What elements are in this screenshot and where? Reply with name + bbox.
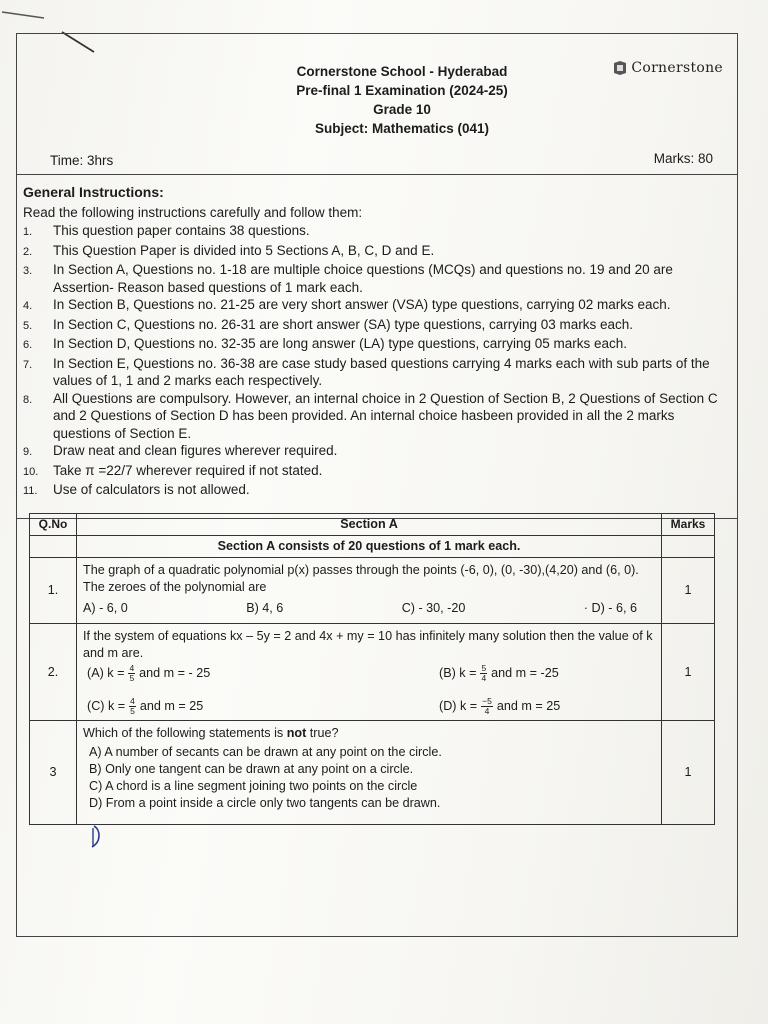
- option-d: · D) - 6, 6: [583, 601, 637, 615]
- question-marks: 1: [662, 624, 715, 721]
- instruction-text: In Section D, Questions no. 32-35 are long answer (LA) type questions, carrying 05 marks each.: [53, 336, 628, 351]
- instruction-item: [23, 390, 735, 443]
- option-a: [83, 664, 369, 683]
- instruction-item: [23, 481, 735, 501]
- question-text-before: Which of the following statements is: [83, 726, 287, 740]
- option-label: (C) k =: [87, 699, 126, 713]
- option-rest: and m = 25: [139, 699, 204, 713]
- question-table: [29, 513, 715, 825]
- school-name: Cornerstone School - Hyderabad: [296, 64, 508, 79]
- instructions-title: General Instructions:: [23, 184, 164, 200]
- question-body: [77, 558, 662, 624]
- empty-cell: [662, 536, 715, 558]
- instruction-item: [23, 462, 735, 482]
- question-text: If the system of equations kx – 5y = 2 and 4x + my = 10 has infinitely many solution then the value of k and m are.: [83, 629, 653, 660]
- instruction-text: This Question Paper is divided into 5 Sections A, B, C, D and E.: [53, 242, 435, 258]
- general-instructions: [23, 184, 735, 501]
- school-logo: [613, 60, 723, 76]
- question-number: 1.: [30, 558, 77, 624]
- instruction-text: In Section E, Questions no. 36-38 are case study based questions carrying 4 marks each with sub parts of the values of 1, 1 and 2 marks each respectively.: [53, 355, 710, 388]
- exam-header: [17, 34, 737, 175]
- instructions-intro: Read the following instructions carefully and follow them:: [23, 204, 363, 220]
- subject: Subject: Mathematics (041): [314, 121, 490, 136]
- option-a: A) - 6, 0: [83, 601, 128, 615]
- grade: Grade 10: [373, 102, 431, 117]
- question-options: [83, 600, 655, 617]
- option-b: B) 4, 6: [246, 601, 284, 615]
- question-text: [83, 725, 655, 742]
- instruction-number: 6.: [23, 339, 33, 351]
- instruction-item: [23, 296, 735, 316]
- fraction-denominator: 5: [130, 706, 135, 716]
- instruction-number: 2.: [23, 245, 33, 258]
- fraction: [129, 697, 136, 716]
- instruction-text: Draw neat and clean figures wherever required.: [53, 443, 338, 458]
- question-number: 2.: [30, 624, 77, 721]
- question-body: [77, 721, 662, 825]
- section-subheader: Section A consists of 20 questions of 1 mark each.: [77, 536, 662, 558]
- instruction-number: 7.: [23, 358, 33, 371]
- instruction-item: [23, 222, 735, 242]
- total-marks: Marks: 80: [653, 151, 713, 166]
- table-row: [30, 624, 715, 721]
- fraction: [480, 664, 487, 683]
- pen-answer-mark: [84, 824, 106, 850]
- table-subheader-row: [30, 536, 715, 558]
- instruction-item: [23, 316, 735, 336]
- fraction-numerator: 4: [129, 663, 135, 673]
- exam-name: Pre-final 1 Examination (2024-25): [296, 83, 508, 98]
- option-label: (D) k =: [439, 699, 478, 713]
- instruction-text: This question paper contains 38 questions.: [53, 223, 310, 238]
- instruction-number: 8.: [23, 393, 33, 406]
- marks-header: Marks: [662, 514, 715, 536]
- question-options: [83, 744, 655, 812]
- exam-title-block: [197, 62, 607, 138]
- question-number: 3: [30, 721, 77, 825]
- time-allowed: Time: 3hrs: [50, 153, 114, 168]
- instruction-number: 9.: [23, 446, 33, 458]
- instruction-text: Use of calculators is not allowed.: [53, 482, 250, 497]
- fraction-denominator: 4: [484, 706, 490, 716]
- option-c: [83, 697, 369, 716]
- instruction-number: 5.: [23, 319, 33, 332]
- fraction: [128, 664, 135, 683]
- fraction-denominator: 5: [129, 673, 135, 683]
- instruction-item: [23, 355, 735, 390]
- logo-shield-icon: [613, 60, 627, 76]
- table-header-row: [30, 514, 715, 536]
- option-label: (B) k =: [439, 666, 477, 680]
- question-marks: 1: [662, 558, 715, 624]
- table-row: [30, 558, 715, 624]
- fraction-denominator: 4: [481, 673, 487, 683]
- option-c: C) A chord is a line segment joining two points on the circle: [89, 779, 418, 793]
- option-b: B) Only one tangent can be drawn at any point on a circle.: [89, 762, 414, 776]
- option-d: [369, 697, 655, 716]
- option-rest: and m = -25: [491, 666, 559, 680]
- option-d: D) From a point inside a circle only two tangents can be drawn.: [89, 796, 441, 810]
- option-rest: and m = 25: [496, 699, 561, 713]
- instruction-text: In Section C, Questions no. 26-31 are short answer (SA) type questions, carrying 03 marks each.: [53, 316, 634, 332]
- instruction-number: 3.: [23, 265, 33, 277]
- question-text-emphasis: not: [286, 726, 307, 740]
- question-text: The graph of a quadratic polynomial p(x) passes through the points (-6, 0), (0, -30),(4,20) and (6, 0). The zeroes of the polynomial are: [83, 563, 639, 594]
- instruction-text: All Questions are compulsory. However, an internal choice in 2 Question of Section B, 2 Questions of Section C and 2 Questions of Section D has been provided. An internal choice hasbeen provided in all the 2 marks questions of Section E.: [53, 390, 718, 441]
- section-header: Section A: [77, 514, 662, 536]
- option-rest: and m = - 25: [139, 666, 211, 680]
- instruction-item: [23, 442, 735, 462]
- question-body: [77, 624, 662, 721]
- question-text-after: true?: [306, 726, 339, 740]
- question-marks: 1: [662, 721, 715, 825]
- option-b: [369, 664, 655, 683]
- fraction: [481, 697, 493, 716]
- option-c: C) - 30, -20: [401, 601, 466, 615]
- option-label: (A) k =: [87, 666, 125, 680]
- instruction-number: 4.: [23, 300, 33, 312]
- instruction-text: In Section B, Questions no. 21-25 are very short answer (VSA) type questions, carrying 02 marks each.: [53, 297, 671, 312]
- empty-cell: [30, 536, 77, 558]
- instruction-text: In Section A, Questions no. 1-18 are multiple choice questions (MCQs) and questions no. 19 and 20 are Assertion- Reason based questions of 1 mark each.: [53, 262, 673, 295]
- instruction-number: 11.: [23, 485, 38, 497]
- instruction-number: 10.: [23, 465, 39, 478]
- question-options: [83, 664, 655, 716]
- table-row: [30, 721, 715, 825]
- instruction-item: [23, 335, 735, 355]
- instruction-text: Take π =22/7 wherever required if not stated.: [53, 462, 323, 478]
- instruction-item: [23, 261, 735, 296]
- fraction-numerator: 4: [130, 696, 135, 706]
- fraction-numerator: 5: [481, 663, 487, 673]
- instructions-list: [23, 222, 735, 501]
- fraction-numerator: −5: [482, 696, 492, 706]
- logo-text: Cornerstone: [631, 60, 723, 76]
- instruction-item: [23, 242, 735, 262]
- option-a: A) A number of secants can be drawn at any point on the circle.: [89, 745, 442, 759]
- qno-header: Q.No: [30, 514, 77, 536]
- instruction-number: 1.: [23, 226, 33, 238]
